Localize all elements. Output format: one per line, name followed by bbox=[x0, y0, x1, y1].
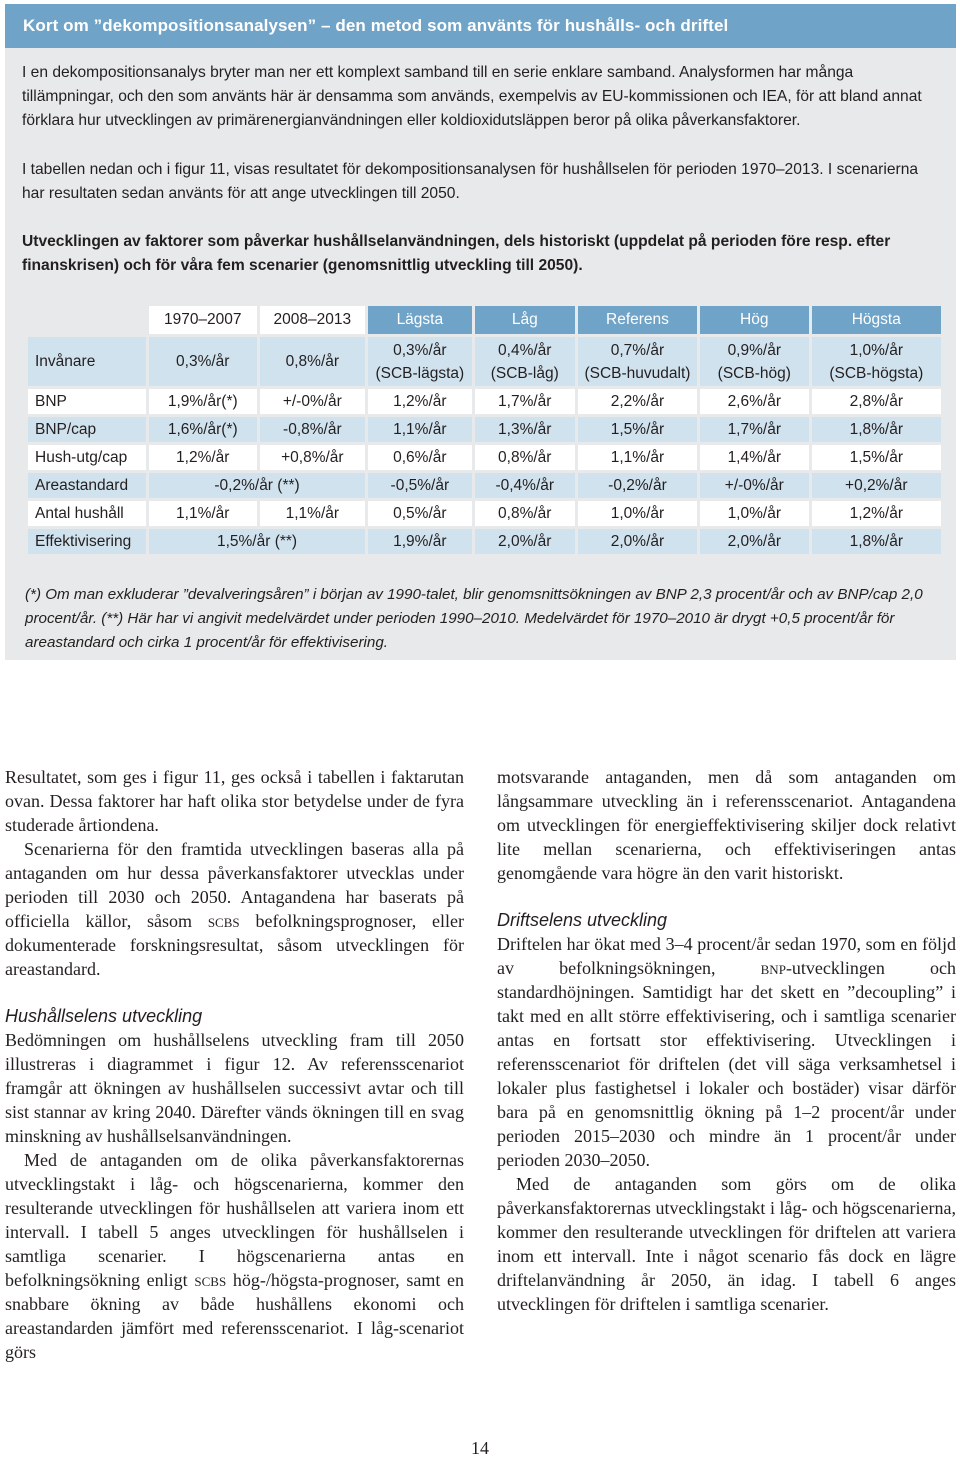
factor-table bbox=[25, 303, 944, 557]
table-cell: 1,7%/år bbox=[700, 417, 809, 442]
table-header-cell: Låg bbox=[475, 306, 575, 334]
table-row bbox=[28, 501, 941, 526]
table-cell: 1,4%/år bbox=[700, 445, 809, 470]
table-cell: +/-0%/år bbox=[260, 389, 366, 414]
cell-source: (SCB-lägsta) bbox=[375, 364, 465, 382]
left-column bbox=[5, 765, 464, 1364]
table-cell: 1,0%/år bbox=[700, 501, 809, 526]
table-cell: -0,5%/år bbox=[368, 473, 471, 498]
table-cell: 2,0%/år bbox=[700, 529, 809, 554]
table-header-cell: Hög bbox=[700, 306, 809, 334]
table-cell: 1,0%/år bbox=[578, 501, 697, 526]
body-paragraph: Bedömningen om hushållselens utveckling fram till 2050 illustreras i diagrammet i figur 12. Av referensscenariot framgår att ökningen av hushållselen successivt avtar och till sist stannar av kring 2040. Därefter vänds ökningen till en svag minskning av hushållselsanvändningen. bbox=[5, 1030, 464, 1146]
table-row bbox=[28, 389, 941, 414]
cell-source: (SCB-huvudalt) bbox=[584, 364, 691, 382]
table-cell bbox=[700, 337, 809, 386]
table-cell: 1,5%/år bbox=[812, 445, 941, 470]
table-cell: 1,2%/år bbox=[149, 445, 257, 470]
row-label: BNP bbox=[28, 389, 146, 414]
row-label: Antal hushåll bbox=[28, 501, 146, 526]
body-paragraph: Driftelen har ökat med 3–4 procent/år sedan 1970, som en följd av befolkningsökningen, bnp-utvecklingen och standardhöjningen. Samtidigt har det skett en ”decoupling” i takt med en allt större effektivisering, och i samtliga scenarier antas en fortsatt stor effektivisering. Utvecklingen i referensscenariot för driftelen (det vill säga verksamhetsel i lokaler plus fastighetsel i lokaler och bostäder) visar därför bara på en genomsnittlig ökning på 1–2 procent/år under perioden 2015–2030 och mindre än 1 procent/år under perioden 2030–2050. bbox=[497, 934, 956, 1170]
table-header-cell: Lägsta bbox=[368, 306, 471, 334]
row-label: Hush-utg/cap bbox=[28, 445, 146, 470]
right-column bbox=[497, 765, 956, 1316]
cell-source: (SCB-hög) bbox=[717, 364, 791, 382]
row-label: Effektivisering bbox=[28, 529, 146, 554]
table-cell: 2,8%/år bbox=[812, 389, 941, 414]
table-cell bbox=[812, 337, 941, 386]
cell-value: 1,0%/år bbox=[849, 341, 903, 359]
fact-box-title: Kort om ”dekompositionsanalysen” – den metod som använts för hushålls- och driftel bbox=[5, 4, 956, 48]
table-cell: +/-0%/år bbox=[700, 473, 809, 498]
table-cell: 1,2%/år bbox=[812, 501, 941, 526]
cell-source: (SCB-låg) bbox=[490, 364, 559, 382]
table-cell bbox=[368, 337, 471, 386]
fact-box-paragraph-2: I tabellen nedan och i figur 11, visas resultatet för dekompositionsanalysen för hushållselen för perioden 1970–2013. I scenarierna har resultaten sedan använts för att ange utvecklingen till 2050. bbox=[22, 161, 919, 202]
table-cell: 1,9%/år bbox=[368, 529, 471, 554]
body-paragraph: Resultatet, som ges i figur 11, ges också i tabellen i faktarutan ovan. Dessa faktorer har haft olika stor betydelse under de fyra studerade årtiondena. bbox=[5, 767, 464, 835]
table-row bbox=[28, 337, 941, 386]
table-cell-merged: 1,5%/år (**) bbox=[149, 529, 365, 554]
table-cell: +0,8%/år bbox=[260, 445, 366, 470]
table-cell: -0,2%/år bbox=[578, 473, 697, 498]
table-cell: 0,8%/år bbox=[475, 501, 575, 526]
table-cell: 1,1%/år bbox=[578, 445, 697, 470]
table-cell: 2,2%/år bbox=[578, 389, 697, 414]
table-cell: 1,1%/år bbox=[260, 501, 366, 526]
cell-value: 0,7%/år bbox=[610, 341, 665, 359]
table-header-cell: 2008–2013 bbox=[260, 306, 366, 334]
table-cell: 1,1%/år bbox=[368, 417, 471, 442]
table-cell: 1,8%/år bbox=[812, 417, 941, 442]
table-cell: 1,6%/år(*) bbox=[149, 417, 257, 442]
table-cell: 0,8%/år bbox=[475, 445, 575, 470]
body-paragraph: motsvarande antaganden, men då som antaganden om långsammare utveckling än i referensscenariot. Antagandena om utvecklingen för energieffektivisering skiljer dock relativt lite mellan scenarierna, och effektiviseringen antas genomgående vara högre än den varit historiskt. bbox=[497, 767, 956, 883]
body-paragraph: Med de antaganden om de olika påverkansfaktorernas utvecklingstakt i låg- och högscenarierna, kommer den resulterande utvecklingen för hushållselen att variera inom ett intervall. I tabell 5 anges utvecklingen för hushållselen i samtliga scenarier. I högscenarierna antas en befolkningsökning enligt scbs hög-/högsta-prognoser, samt en snabbare ökning av både hushållens ekonomi och areastandarden jämfört med referensscenariot. I låg-scenariot görs bbox=[5, 1150, 465, 1362]
table-cell: -0,4%/år bbox=[475, 473, 575, 498]
table-cell: 0,6%/år bbox=[368, 445, 471, 470]
table-cell: -0,8%/år bbox=[260, 417, 366, 442]
body-paragraph: Scenarierna för den framtida utvecklingen baseras alla på antaganden om hur dessa påverkansfaktorer utvecklas under perioden till 2030 och 2050. Antagandena har baserats på officiella källor, såsom scbs befolkningsprognoser, eller dokumenterade forskningsresultat, såsom utvecklingen för areastandard. bbox=[5, 839, 464, 979]
table-cell: 1,9%/år(*) bbox=[149, 389, 257, 414]
table-cell: 1,7%/år bbox=[475, 389, 575, 414]
fact-box-paragraph-1: I en dekompositionsanalys bryter man ner ett komplext samband till en serie enklare samband. Analysformen har många tillämpningar, och den som använts här är densamma som används, exempelvis av EU-kommissionen och IEA, för att bland annat förklara hur utvecklingen av primärenergianvändningen eller koldioxidutsläppen beror på olika påverkansfaktorer. bbox=[22, 64, 922, 129]
cell-value: 0,4%/år bbox=[498, 341, 552, 359]
table-caption: Utvecklingen av faktorer som påverkar hushållselanvändningen, dels historiskt (uppdelat på perioden före resp. efter finanskrisen) och för våra fem scenarier (genomsnittlig utveckling till 2050). bbox=[22, 233, 891, 274]
table-cell: 1,1%/år bbox=[149, 501, 257, 526]
row-label: Areastandard bbox=[28, 473, 146, 498]
table-cell: 0,8%/år bbox=[260, 337, 366, 386]
table-cell: 1,5%/år bbox=[578, 417, 697, 442]
table-cell: 1,3%/år bbox=[475, 417, 575, 442]
table-cell: 1,8%/år bbox=[812, 529, 941, 554]
cell-source: (SCB-högsta) bbox=[829, 364, 924, 382]
table-header-empty bbox=[28, 306, 146, 334]
table-row bbox=[28, 473, 941, 498]
cell-value: 0,9%/år bbox=[727, 341, 781, 359]
table-footnote: (*) Om man exkluderar ”devalveringsåren” i början av 1990-talet, blir genomsnittsökningen av BNP 2,3 procent/år och av BNP/cap 2,0 procent/år. (**) Här har vi angivit medelvärdet under perioden 1990–2010. Medelvärdet för 1970–2010 är drygt +0,5 procent/år för areastandard och cirka 1 procent/år för effektivisering. bbox=[25, 586, 923, 651]
table-cell: 2,0%/år bbox=[578, 529, 697, 554]
table-row bbox=[28, 529, 941, 554]
row-label: BNP/cap bbox=[28, 417, 146, 442]
table-row bbox=[28, 417, 941, 442]
fact-box bbox=[5, 4, 956, 660]
table-cell: 2,6%/år bbox=[700, 389, 809, 414]
table-cell: +0,2%/år bbox=[812, 473, 941, 498]
table-header-cell: Referens bbox=[578, 306, 697, 334]
cell-value: 0,3%/år bbox=[393, 341, 447, 359]
table-cell: 0,5%/år bbox=[368, 501, 471, 526]
section-heading: Driftselens utveckling bbox=[497, 910, 668, 930]
row-label: Invånare bbox=[28, 337, 146, 386]
body-paragraph: Med de antaganden som görs om de olika påverkansfaktorernas utvecklingstakt i låg- och högscenarierna, kommer den resulterande utvecklingen för driftelen att variera inom ett intervall. Inte i något scenario fås dock en lägre driftelanvändning år 2050, än idag. I tabell 6 anges utvecklingen för driftelen i samtliga scenarier. bbox=[497, 1174, 956, 1314]
table-cell-merged: -0,2%/år (**) bbox=[149, 473, 365, 498]
table-cell bbox=[475, 337, 575, 386]
table-cell: 2,0%/år bbox=[475, 529, 575, 554]
table-cell: 0,3%/år bbox=[149, 337, 257, 386]
table-header-cell: 1970–2007 bbox=[149, 306, 257, 334]
page-number: 14 bbox=[471, 1438, 489, 1458]
table-cell bbox=[578, 337, 697, 386]
table-row bbox=[28, 445, 941, 470]
table-header-cell: Högsta bbox=[812, 306, 941, 334]
table-header-row bbox=[28, 306, 941, 334]
table-cell: 1,2%/år bbox=[368, 389, 471, 414]
section-heading: Hushållselens utveckling bbox=[5, 1006, 203, 1026]
